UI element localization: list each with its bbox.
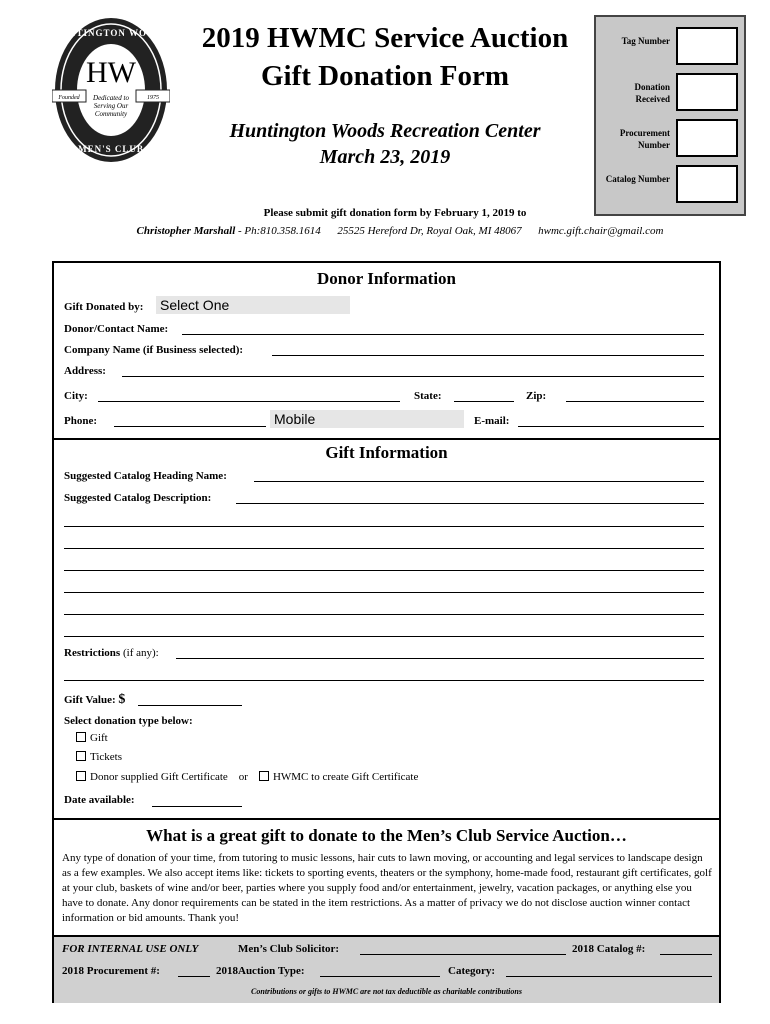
contact-name-field[interactable] xyxy=(182,325,704,335)
event-location: Huntington Woods Recreation Center xyxy=(229,120,541,142)
city-label: City: xyxy=(64,390,88,402)
gift-donated-by-select[interactable]: Select One xyxy=(156,296,350,314)
office-use-box xyxy=(594,15,746,216)
address-field[interactable] xyxy=(122,367,704,377)
hwmc-certificate-label: HWMC to create Gift Certificate xyxy=(272,771,419,783)
catalog-label: 2018 Catalog #: xyxy=(572,943,646,955)
zip-field[interactable] xyxy=(566,392,704,402)
seal-monogram: HW xyxy=(86,56,136,89)
gift-donated-by-label: Gift Donated by: xyxy=(64,301,144,313)
catalog-heading-label: Suggested Catalog Heading Name: xyxy=(64,470,227,482)
state-label: State: xyxy=(414,390,442,402)
gift-checkbox[interactable] xyxy=(76,732,86,742)
description-line[interactable] xyxy=(64,539,704,549)
solicitor-label: Men’s Club Solicitor: xyxy=(238,943,340,955)
gift-info-title: Gift Information xyxy=(325,443,448,462)
contact-phone: - Ph:810.358.1614 xyxy=(238,225,321,237)
seal-left-badge: Founded xyxy=(58,95,80,101)
description-line[interactable] xyxy=(64,583,704,593)
restrictions-line[interactable] xyxy=(64,671,704,681)
description-line[interactable] xyxy=(64,627,704,637)
restrictions-field[interactable] xyxy=(176,649,704,659)
form-title-line1: 2019 HWMC Service Auction xyxy=(201,22,569,54)
seal-ring-bottom: MEN'S CLUB xyxy=(78,144,144,154)
phone-field[interactable] xyxy=(114,417,266,427)
contact-name: Christopher Marshall xyxy=(136,225,236,237)
submit-instructions: Please submit gift donation form by February 1, 2019 to xyxy=(263,207,527,219)
description-line[interactable] xyxy=(64,517,704,527)
or-text: or xyxy=(238,771,248,783)
date-available-field[interactable] xyxy=(152,797,242,807)
catalog-field[interactable] xyxy=(660,945,712,955)
seal-ring-top: HUNTINGTON WOODS xyxy=(53,28,169,38)
donation-received-field[interactable] xyxy=(676,73,738,111)
email-field[interactable] xyxy=(518,417,704,427)
donation-type-prompt: Select donation type below: xyxy=(64,715,193,727)
procurement-label: 2018 Procurement #: xyxy=(62,965,160,977)
form-title-line2: Gift Donation Form xyxy=(260,60,510,92)
hwmc-certificate-checkbox[interactable] xyxy=(259,771,269,781)
auction-type-label: 2018Auction Type: xyxy=(216,965,305,977)
address-label: Address: xyxy=(64,365,106,377)
procurement-field[interactable] xyxy=(178,967,210,977)
currency-symbol: $ xyxy=(118,692,126,707)
donor-certificate-label: Donor supplied Gift Certificate xyxy=(90,771,228,783)
donor-info-title: Donor Information xyxy=(317,269,456,288)
category-field[interactable] xyxy=(506,967,712,977)
phone-type-select[interactable]: Mobile xyxy=(270,410,464,428)
great-gift-title: What is a great gift to donate to the Men’s Club Service Auction… xyxy=(146,826,627,845)
donation-form xyxy=(52,261,721,1003)
category-label: Category: xyxy=(448,965,496,977)
gift-option-label: Gift xyxy=(90,732,108,744)
donor-certificate-checkbox[interactable] xyxy=(76,771,86,781)
procurement-number-label: Procurement Number xyxy=(619,128,670,150)
catalog-heading-field[interactable] xyxy=(254,472,704,482)
date-available-label: Date available: xyxy=(64,794,135,806)
tag-number-field[interactable] xyxy=(676,27,738,65)
tag-number-label: Tag Number xyxy=(621,36,670,46)
description-line[interactable] xyxy=(64,605,704,615)
description-line[interactable] xyxy=(64,561,704,571)
restrictions-label: Restrictions xyxy=(64,647,121,659)
zip-label: Zip: xyxy=(526,390,547,402)
gift-value-label: Gift Value: xyxy=(64,694,116,706)
submit-contact-line xyxy=(60,225,740,237)
great-gift-body: Any type of donation of your time, from tutoring to music lessons, hair cuts to lawn moving, or accounting and legal services to landscape design as a few examples. We also accept items like: tickets to sporting events, theaters or the symphony, home-made food, restaurant gift certificates, golf at your club, baskets of wine and/or beer, parties where you supply food and/or entertainment, jewelry, vacation packages, or anything else you have to donate. Any donor requirements can be stated in the item restrictions. As a matter of privacy we do not disclose auction winner contact information or bid amounts. Thank you! xyxy=(62,852,712,924)
tickets-option-label: Tickets xyxy=(90,751,122,763)
phone-label: Phone: xyxy=(64,415,97,427)
contact-name-label: Donor/Contact Name: xyxy=(64,323,169,335)
catalog-description-field[interactable] xyxy=(236,494,704,504)
city-field[interactable] xyxy=(98,392,400,402)
seal-right-badge: 1975 xyxy=(147,95,159,101)
catalog-number-label: Catalog Number xyxy=(605,174,670,184)
internal-use-label: FOR INTERNAL USE ONLY xyxy=(62,943,199,955)
event-date: March 23, 2019 xyxy=(319,146,451,168)
section-divider xyxy=(54,818,719,820)
email-label: E-mail: xyxy=(474,415,510,427)
company-name-label: Company Name (if Business selected): xyxy=(64,344,244,356)
procurement-number-field[interactable] xyxy=(676,119,738,157)
restrictions-note: (if any): xyxy=(122,647,159,659)
internal-use-section xyxy=(54,935,719,1003)
seal-motto: Dedicated to Serving Our Community xyxy=(93,94,129,118)
state-field[interactable] xyxy=(454,392,514,402)
donation-received-label: Donation Received xyxy=(634,82,670,104)
catalog-number-field[interactable] xyxy=(676,165,738,203)
catalog-description-label: Suggested Catalog Description: xyxy=(64,492,212,504)
hwmc-seal-logo xyxy=(52,14,170,166)
tax-disclaimer: Contributions or gifts to HWMC are not tax deductible as charitable contributions xyxy=(251,987,522,996)
contact-address: 25525 Hereford Dr, Royal Oak, MI 48067 xyxy=(337,225,522,237)
contact-email[interactable]: hwmc.gift.chair@gmail.com xyxy=(538,225,664,237)
auction-type-field[interactable] xyxy=(320,967,440,977)
section-divider xyxy=(54,438,719,440)
gift-value-field[interactable] xyxy=(138,696,242,706)
tickets-checkbox[interactable] xyxy=(76,751,86,761)
company-name-field[interactable] xyxy=(272,346,704,356)
solicitor-field[interactable] xyxy=(360,945,566,955)
